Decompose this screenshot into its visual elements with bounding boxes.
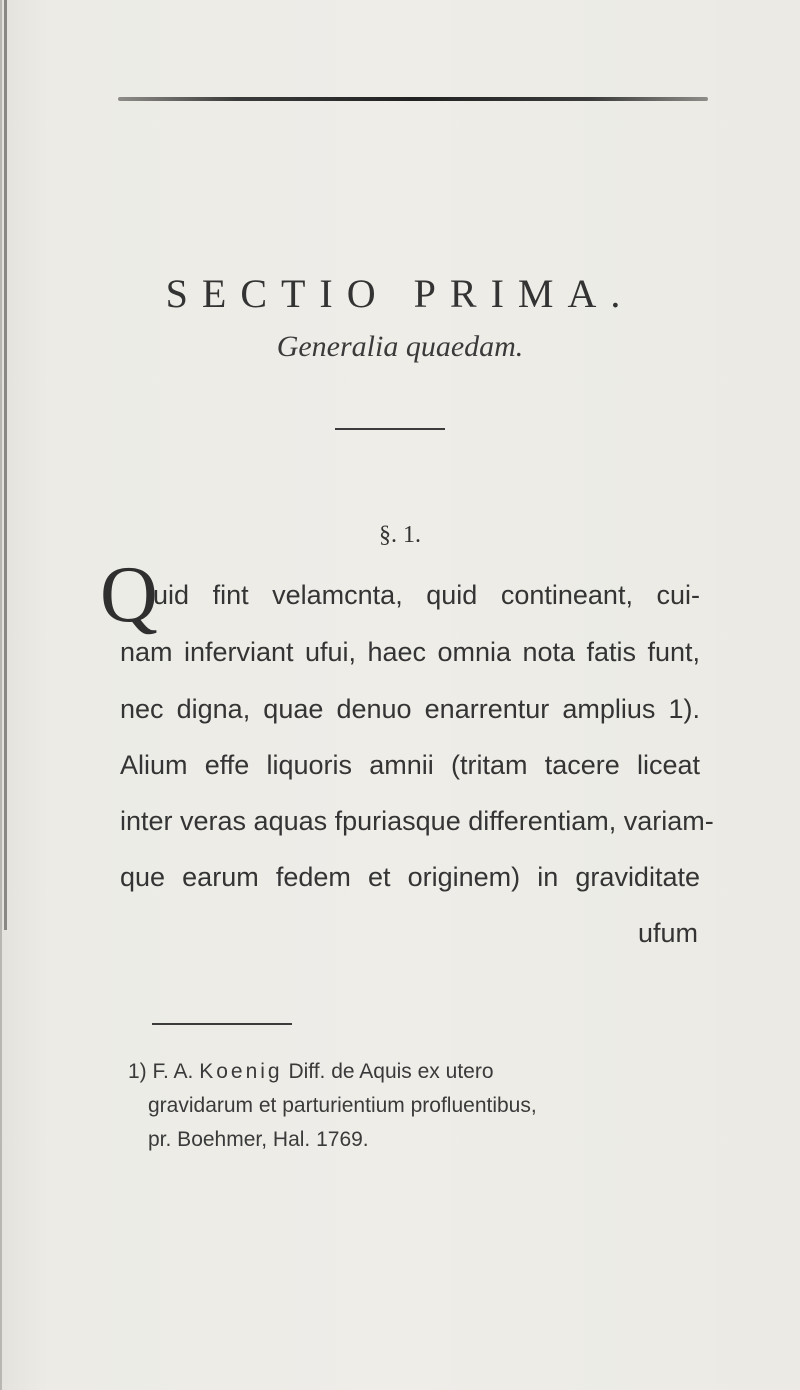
- page-edge: [0, 0, 2, 1390]
- footnote-rule: [152, 1023, 292, 1025]
- section-subtitle: Generalia quaedam.: [276, 330, 524, 363]
- footnote-line: gravidarum et parturientium profluentibus,: [148, 1094, 537, 1117]
- header-rule: [118, 97, 708, 101]
- text-line: uid fint velamcnta, quid contineant, cui-: [153, 580, 700, 610]
- paragraph-number: §. 1.: [379, 522, 421, 548]
- text-line: nec digna, quae denuo enarrentur amplius 1).: [120, 694, 700, 724]
- section-title: SECTIO PRIMA.: [165, 271, 635, 316]
- drop-capital: Q: [100, 551, 158, 639]
- text-line: Alium effe liquoris amnii (tritam tacere liceat: [120, 750, 700, 780]
- footnote-line: [128, 1060, 494, 1084]
- footnote-line: pr. Boehmer, Hal. 1769.: [148, 1128, 369, 1151]
- text-line: que earum fedem et originem) in graviditate: [120, 862, 700, 892]
- text-line: inter veras aquas fpuriasque differentiam, variam-: [120, 806, 714, 836]
- footnote-title: Diff. de Aquis ex utero: [288, 1060, 494, 1083]
- text-line: nam inferviant ufui, haec omnia nota fatis funt,: [120, 637, 700, 667]
- binding-gutter: [4, 0, 7, 930]
- footnote-author: Koenig: [199, 1060, 283, 1083]
- footnote-marker: 1) F. A.: [128, 1060, 194, 1083]
- catchword: ufum: [637, 918, 698, 948]
- ornamental-rule: [335, 428, 445, 430]
